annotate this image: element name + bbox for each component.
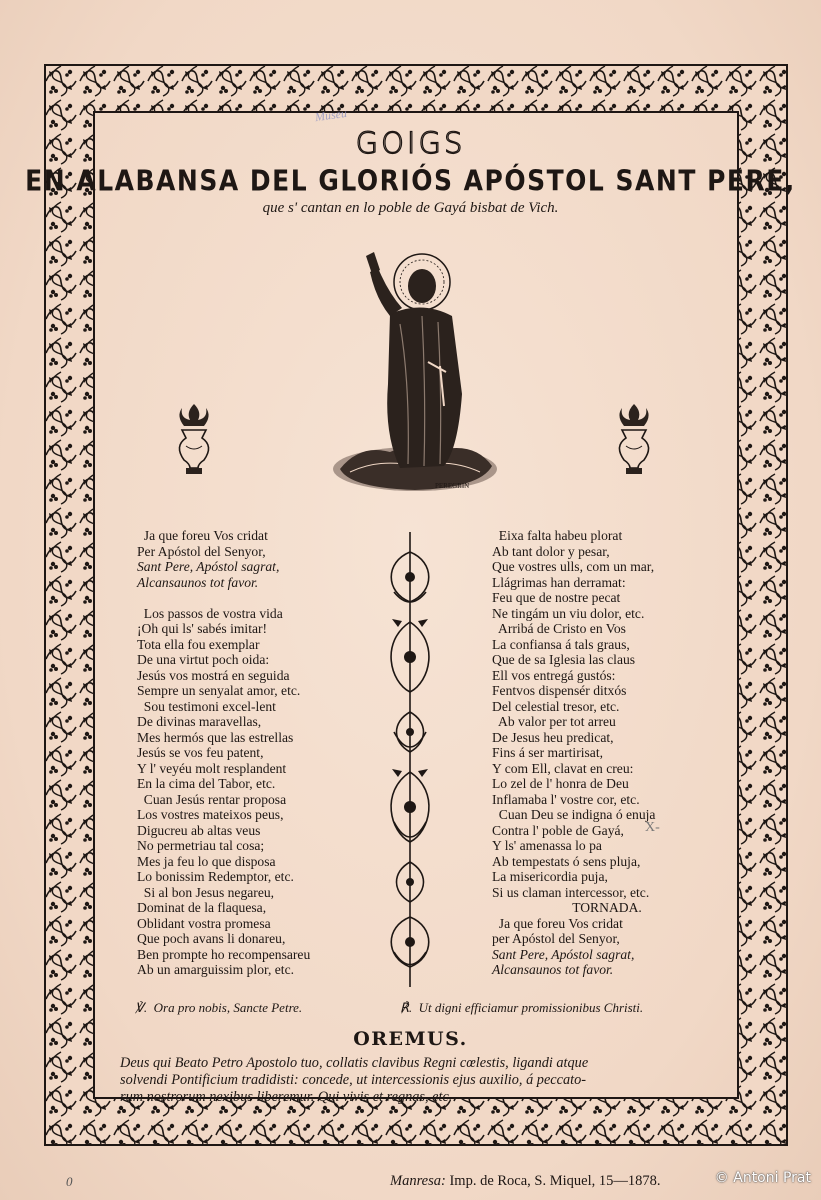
verse-line: Ne tingám un viu dolor, etc. (492, 605, 645, 621)
verse-line (137, 590, 377, 606)
verse-line: De divinas maravellas, (137, 714, 262, 729)
title-goigs: GOIGS (355, 126, 466, 160)
corner-number: 0 (66, 1174, 73, 1189)
verse-line: Jesús vos mostrá en seguida (137, 667, 290, 683)
verse-line: Lo bonissim Redemptor, etc. (137, 869, 294, 884)
verse-line: Que poch avans li donareu, (137, 931, 286, 946)
verse-line: Sant Pere, Apóstol sagrat, (492, 946, 635, 962)
ornamental-divider (380, 532, 440, 987)
verses-right-column (492, 528, 722, 978)
verse-line: Ben prompte ho recompensareu (137, 946, 311, 962)
verse-line: Arribá de Cristo en Vos (492, 621, 626, 636)
imprint-city: Manresa: (390, 1173, 446, 1189)
verse-line: Sempre un senyalat amor, etc. (137, 683, 301, 698)
prayer-text (120, 1055, 740, 1106)
verse-line: Ab un amarguissim plor, etc. (137, 962, 295, 977)
verse-line: Contra l' poble de Gayá, (492, 822, 624, 838)
verse-line: Los vostres mateixos peus, (137, 807, 284, 822)
verse-line: Llágrimas han derramat: (492, 574, 626, 590)
response: ℟. Ut digni efficiamur promissionibus Christi. (400, 1000, 644, 1015)
verse-line: Ja que foreu Vos cridat (137, 528, 268, 543)
verse-line: Fins á ser martirisat, (492, 745, 603, 760)
versicle: ℣. Ora pro nobis, Sancte Petre. (135, 1000, 303, 1015)
page-title: EN ALABANSA DEL GLORIÓS APÓSTOL SANT PERE, (25, 163, 796, 198)
verse-line: Del celestial tresor, etc. (492, 698, 620, 714)
left-vase-icon (172, 402, 216, 478)
verse-line: Tota ella fou exemplar (137, 636, 260, 652)
pencil-mark: X- (645, 820, 660, 835)
museum-stamp: Museu (314, 105, 348, 125)
engraver-signature: PEREGRIN (435, 482, 470, 490)
verse-line: Y l' veyéu molt resplandent (137, 760, 287, 776)
verse-line: Ab tempestats ó sens pluja, (492, 853, 641, 869)
verse-line: Alcansaunos tot favor. (137, 574, 259, 590)
verse-line: Alcansaunos tot favor. (492, 962, 614, 977)
verse-line: Cuan Jesús rentar proposa (137, 791, 287, 807)
verse-line: Si al bon Jesus negareu, (137, 884, 275, 900)
verse-line: De una virtut poch oida: (137, 652, 270, 667)
verse-line: ¡Oh qui ls' sabés imitar! (137, 621, 268, 636)
verse-line: En la cima del Tabor, etc. (137, 776, 276, 791)
verse-line: Sant Pere, Apóstol sagrat, (137, 559, 280, 574)
verse-line: Que de sa Iglesia las claus (492, 652, 636, 667)
verse-line: Lo zel de l' honra de Deu (492, 776, 629, 791)
verse-line: Ab tant dolor y pesar, (492, 543, 610, 559)
verse-line: Feu que de nostre pecat (492, 590, 621, 605)
prayer-line: solvendi Pontificium tradidisti: concede, ut intercessionis ejus auxilio, á peccato- (120, 1072, 587, 1088)
verse-line: Eixa falta habeu plorat (492, 528, 623, 543)
verse-line: No permetriau tal cosa; (137, 838, 265, 853)
prayer-line: Deus qui Beato Petro Apostolo tuo, collatis clavibus Regni cœlestis, ligandi atque (120, 1055, 589, 1071)
verse-line: Mes hermós que las estrellas (137, 729, 294, 745)
verse-line: Ab valor per tot arreu (492, 714, 616, 729)
verse-line: per Apóstol del Senyor, (492, 931, 620, 946)
saint-peter-engraving (330, 244, 500, 496)
verse-line: Que vostres ulls, com un mar, (492, 559, 655, 574)
verse-line: Cuan Deu se indigna ó enuja (492, 807, 656, 822)
verse-line: La confiansa á tals graus, (492, 636, 630, 652)
verse-line: Dominat de la flaquesa, (137, 900, 267, 915)
verse-line: La misericordia puja, (492, 869, 608, 884)
verse-line: Oblidant vostra promesa (137, 915, 271, 931)
verse-line: TORNADA. (572, 900, 642, 915)
prayer-line: rum nostrorum nexibus liberemur. Qui vivis et regnas, etc. (120, 1089, 453, 1105)
verse-line: Jesús se vos feu patent, (137, 745, 264, 760)
verse-line: Ell vos entregá gustós: (492, 667, 616, 683)
imprint-printer: Imp. de Roca, S. Miquel, 15—1878. (445, 1173, 661, 1189)
verse-line: Si us claman intercessor, etc. (492, 884, 650, 900)
verses-left-column (137, 528, 377, 978)
verse-line: Ja que foreu Vos cridat (492, 915, 623, 931)
subtitle: que s' cantan en lo poble de Gayá bisbat de Vich. (262, 200, 559, 216)
copyright-watermark: © Antoni Prat (714, 1170, 811, 1186)
verse-line: Sou testimoni excel-lent (137, 698, 276, 714)
verse-line: Los passos de vostra vida (137, 605, 283, 621)
verse-line: Fentvos dispensér ditxós (492, 683, 627, 698)
verse-line: Digucreu ab altas veus (137, 822, 261, 838)
verse-line: Inflamaba l' vostre cor, etc. (492, 791, 640, 807)
right-vase-icon (612, 402, 656, 478)
verse-line: Per Apóstol del Senyor, (137, 543, 266, 559)
printer-imprint (390, 1173, 661, 1190)
oremus-heading: OREMUS. (353, 1028, 468, 1050)
verse-line: Y ls' amenassa lo pa (492, 838, 602, 853)
verse-line: Y com Ell, clavat en creu: (492, 760, 634, 776)
verse-line: De Jesus heu predicat, (492, 729, 614, 745)
verse-line: Mes ja feu lo que disposa (137, 853, 276, 869)
